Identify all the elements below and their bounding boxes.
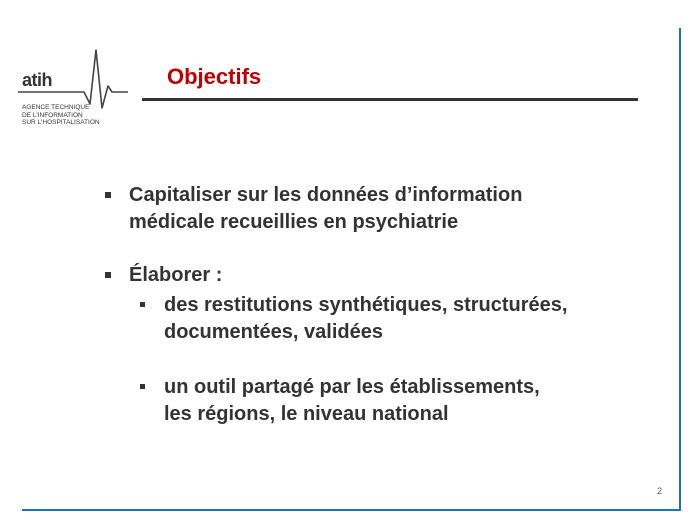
square-bullet-icon [140, 384, 145, 389]
right-border-line [679, 28, 681, 510]
page-number: 2 [657, 486, 663, 496]
logo-subtitle [22, 104, 100, 127]
bullet-text-line: Capitaliser sur les données d’information [129, 184, 523, 206]
logo-subtitle-line-3: SUR L'HOSPITALISATION [22, 119, 100, 126]
logo-subtitle-line-2: DE L'INFORMATION [22, 111, 83, 119]
bullet-text-line: des restitutions synthétiques, structurées, [164, 294, 568, 316]
square-bullet-icon [105, 192, 111, 198]
atih-logo [18, 48, 128, 138]
logo-wordmark: atih [22, 70, 53, 90]
bullet-text-line: documentées, validées [164, 321, 383, 343]
bullet-text-line: Élaborer : [129, 264, 223, 286]
bullet-text-line: les régions, le niveau national [164, 403, 449, 425]
bottom-border-line [22, 509, 681, 511]
bullet-text-line: médicale recueillies en psychiatrie [129, 211, 459, 233]
slide-title: Objectifs [167, 64, 262, 89]
title-underline [142, 98, 638, 101]
square-bullet-icon [140, 302, 145, 307]
logo-subtitle-line-1: AGENCE TECHNIQUE [22, 104, 90, 111]
bullet-text-line: un outil partagé par les établissements, [164, 376, 540, 398]
square-bullet-icon [105, 272, 111, 278]
